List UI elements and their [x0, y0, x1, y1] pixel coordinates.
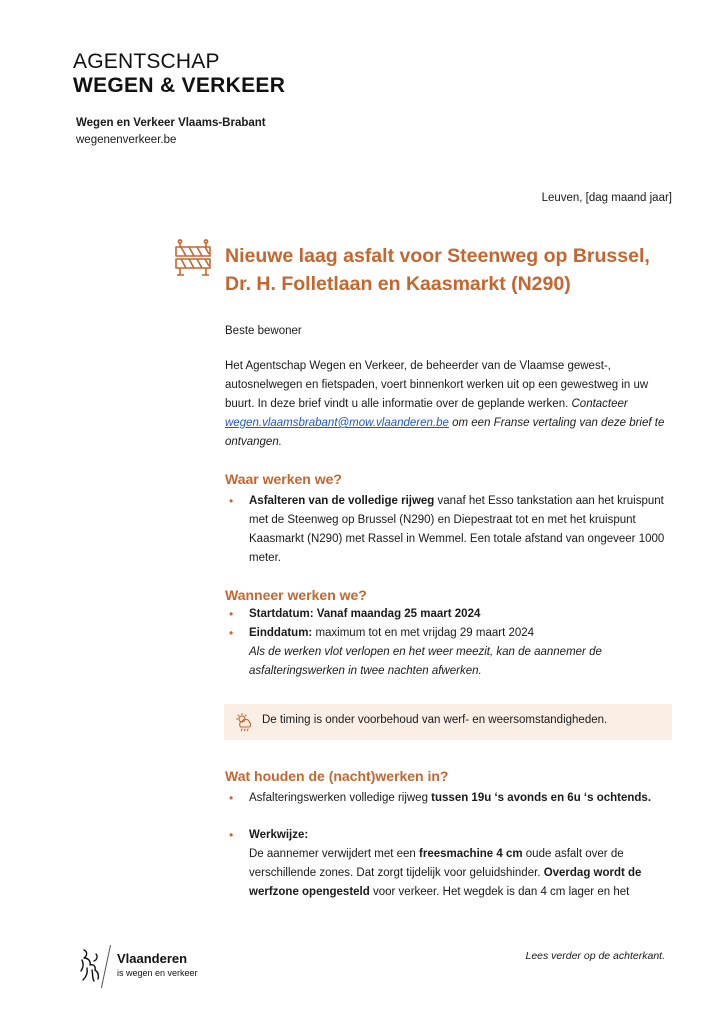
what-list-2 — [225, 826, 675, 902]
what-list-1 — [225, 789, 675, 808]
bullet-icon: • — [229, 494, 234, 508]
sender-block — [76, 115, 266, 149]
sender-site: wegenenverkeer.be — [76, 134, 177, 146]
heading-what: Wat houden de (nacht)werken in? — [225, 768, 449, 784]
bullet-icon: • — [229, 607, 234, 621]
weather-icon — [234, 712, 254, 732]
intro-paragraph — [225, 357, 675, 452]
title-line2: Dr. H. Folletlaan en Kaasmarkt (N290) — [225, 273, 571, 295]
what-item1-text: Asfalteringswerken volledige rijweg — [249, 792, 432, 804]
bullet-icon: • — [229, 828, 234, 842]
continue-note: Lees verder op de achterkant. — [525, 950, 665, 962]
contact-suffix: om een Franse vertaling van deze brief te ontvangen. — [225, 417, 665, 448]
bullet-icon: • — [229, 626, 234, 640]
contact-prefix: Contacteer — [571, 398, 628, 410]
list-item — [225, 492, 675, 568]
list-item — [225, 624, 675, 681]
title-line1: Nieuwe laag asfalt voor Steenweg op Brussel, — [225, 245, 650, 267]
end-date-label: Einddatum: — [249, 627, 313, 639]
method-heading: Werkwijze: — [249, 829, 309, 841]
date-line: Leuven, [dag maand jaar] — [541, 192, 672, 204]
when-list — [225, 605, 675, 681]
method-text-a: De aannemer verwijdert met een — [249, 848, 420, 860]
sender-name: Wegen en Verkeer Vlaams-Brabant — [76, 117, 266, 129]
end-date-note: Als de werken vlot verlopen en het weer meezit, kan de aannemer de asfalteringswerken in twee nachten afwerken. — [249, 646, 602, 677]
where-list — [225, 492, 675, 568]
road-barrier-icon — [173, 238, 213, 278]
method-text-e: voor verkeer. Het wegdek is dan 4 cm lager en het — [369, 886, 630, 898]
end-date-text: maximum tot en met vrijdag 29 maart 2024 — [312, 627, 535, 639]
flemish-lion-icon — [78, 946, 104, 986]
timing-note — [224, 704, 672, 740]
agency-logo-line1: AGENTSCHAP — [73, 50, 220, 73]
list-item — [225, 605, 675, 624]
method-text-c: oude asfalt over de verschillende zones. Dat zorgt tijdelijk voor geluidshinder. — [249, 848, 624, 879]
where-item-text: vanaf het Esso tankstation aan het kruispunt met de Steenweg op Brussel (N290) en Diepestraat tot en met het kruispunt Kaasmarkt (N290) met Rassel in Wemmel. Een totale afstand van ongeveer 1000 meter. — [249, 495, 665, 564]
list-item — [225, 826, 675, 902]
method-text-b: freesmachine 4 cm — [419, 848, 523, 860]
note-text: De timing is onder voorbehoud van werf- en weersomstandigheden. — [262, 714, 608, 726]
list-item — [225, 789, 675, 808]
salutation: Beste bewoner — [225, 325, 302, 337]
what-item1-bold: tussen 19u ‘s avonds en 6u ‘s ochtends. — [431, 792, 652, 804]
heading-where: Waar werken we? — [225, 471, 342, 487]
agency-logo-line2: WEGEN & VERKEER — [73, 74, 286, 97]
page-title — [225, 242, 695, 298]
bullet-icon: • — [229, 791, 234, 805]
footer-tagline: is wegen en verkeer — [117, 968, 198, 978]
contact-email-link[interactable]: wegen.vlaamsbrabant@mow.vlaanderen.be — [225, 417, 449, 429]
footer-brand: Vlaanderen — [117, 951, 188, 966]
heading-when: Wanneer werken we? — [225, 587, 367, 603]
intro-text: Het Agentschap Wegen en Verkeer, de beheerder van de Vlaamse gewest-, autosnelwegen en fietspaden, voert binnenkort werken uit op een gewestweg in uw buurt. In deze brief vindt u alle informatie over de geplande werken. — [225, 360, 649, 410]
method-text-d: Overdag wordt de werfzone opengesteld — [249, 867, 642, 898]
where-item-bold: Asfalteren van de volledige rijweg — [249, 495, 435, 507]
start-date: Startdatum: Vanaf maandag 25 maart 2024 — [249, 608, 481, 620]
